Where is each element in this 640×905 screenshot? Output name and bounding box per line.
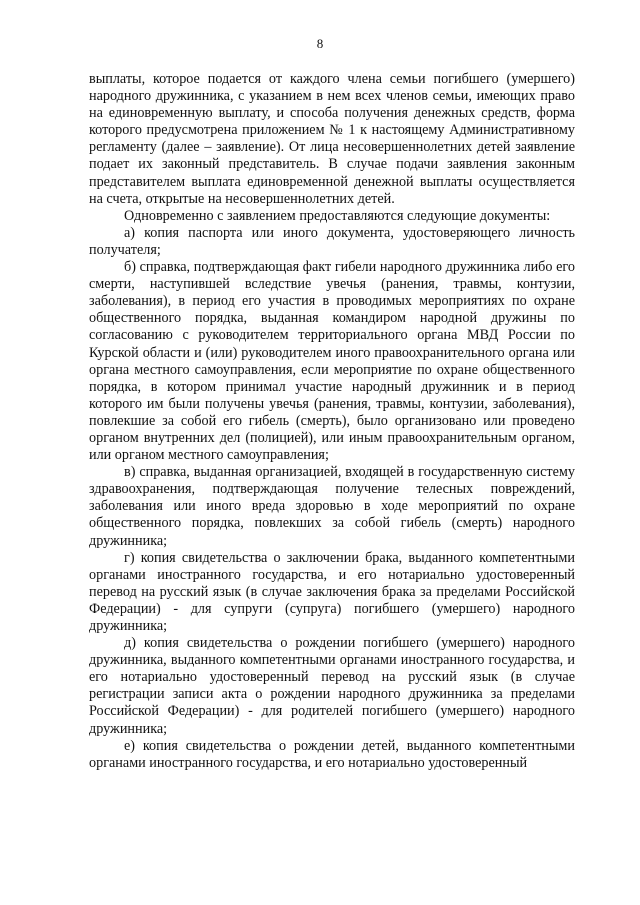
paragraph-item-b: б) справка, подтверждающая факт гибели народного дружинника либо его смерти, наступившей вследствие увечья (ранения, травмы, контузии, заболевания), в период его участия в проводимых мероприятиях по охране общественного порядка, выданная командиром народной дружины по согласованию с руководителем территориального органа МВД России по Курской области и (или) руководителем иного правоохранительного органа или органа местного самоуправления, если мероприятие по охране общественного порядка, в котором принимал участие народный дружинник и в период которого им были получены увечья (ранения, травмы, контузии, заболевания), повлекшие за собой его гибель (смерть), было организовано или проведено органом внутренних дел (полицией), или иным правоохранительным органом, или органом местного самоуправления; [89,259,575,464]
paragraph-item-g: г) копия свидетельства о заключении брака, выданного компетентными органами иностранного государства, и его нотариально удостоверенный перевод на русский язык (в случае заключения брака за пределами Российской Федерации) - для супруги (супруга) погибшего (умершего) народного дружинника; [89,549,575,634]
paragraph-item-v: в) справка, выданная организацией, входящей в государственную систему здравоохранения, подтверждающая получение телесных повреждений, заболевания или иного вреда здоровью в ходе мероприятий по охране общественного порядка, повлекших за собой гибель (смерть) народного дружинника; [89,464,575,549]
document-body [89,71,575,772]
page-number: 8 [316,36,324,51]
paragraph-continuation: выплаты, которое подается от каждого члена семьи погибшего (умершего) народного дружинника, с указанием в нем всех членов семьи, имеющих право на единовременную выплату, и способа получения денежных средств, форма которого предусмотрена приложением № 1 к настоящему Административному регламенту (далее – заявление). От лица несовершеннолетних детей заявление подает их законный представитель. В случае подачи заявления законным представителем выплата единовременной денежной выплаты осуществляется на счета, открытые на несовершеннолетних детей. [89,71,575,207]
paragraph-item-d: д) копия свидетельства о рождении погибшего (умершего) народного дружинника, выданного компетентными органами иностранного государства, и его нотариально удостоверенный перевод на русский язык (в случае регистрации записи акта о рождении народного дружинника за пределами Российской Федерации) - для родителей погибшего (умершего) народного дружинника; [89,635,575,737]
paragraph-item-a: а) копия паспорта или иного документа, удостоверяющего личность получателя; [89,224,575,258]
paragraph-item-e: е) копия свидетельства о рождении детей, выданного компетентными органами иностранного государства, и его нотариально удостоверенный [89,737,575,771]
paragraph-intro: Одновременно с заявлением предоставляются следующие документы: [124,207,551,224]
